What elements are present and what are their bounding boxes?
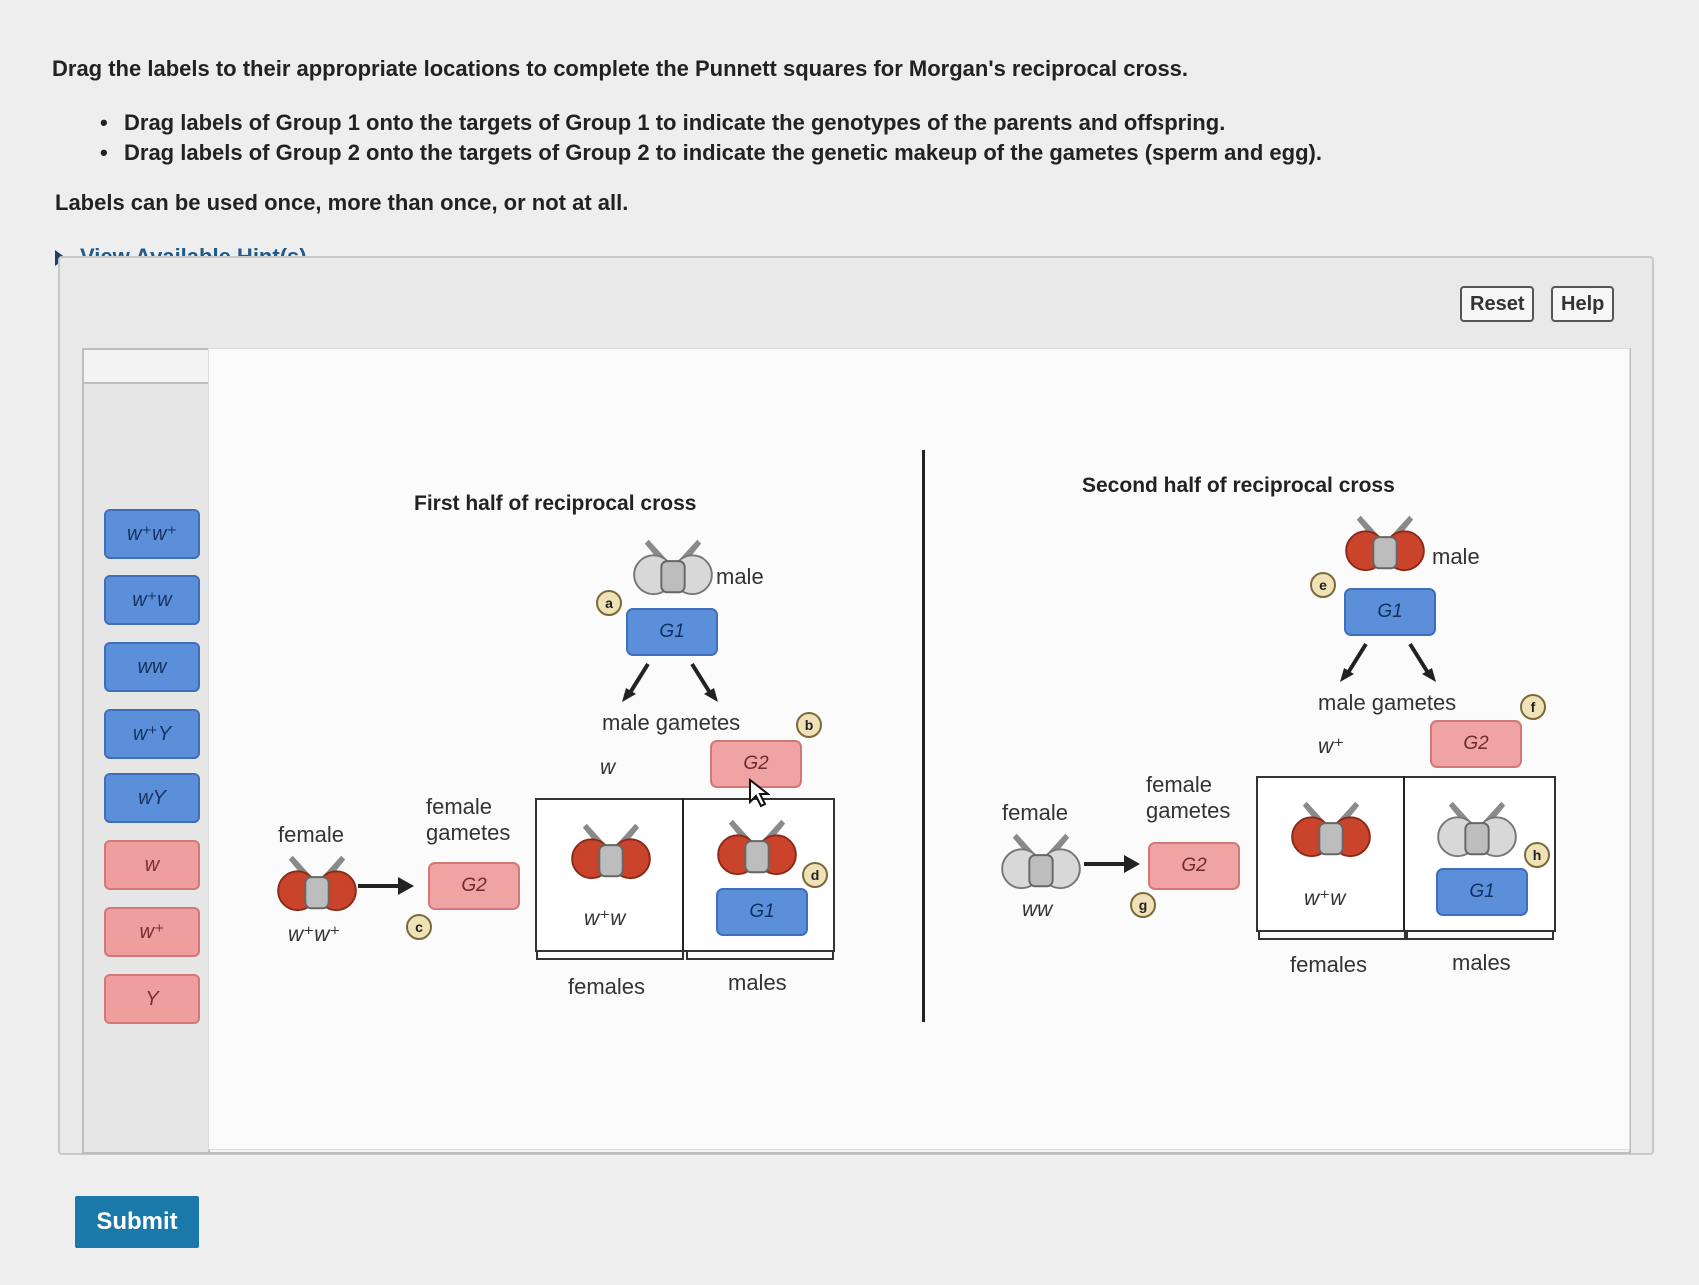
first-cross-title: First half of reciprocal cross <box>414 492 697 515</box>
offspring-fly-red-eyes-icon <box>712 812 802 880</box>
offspring-fly-white-eyes-icon <box>1432 794 1522 862</box>
first-grid-divider <box>682 798 684 950</box>
second-male-label: male <box>1432 544 1480 569</box>
second-female-gametes-line2: gametes <box>1146 798 1231 823</box>
instruction-bullet-2: • Drag labels of Group 2 onto the targets of Group 2 to indicate the genetic makeup of the gametes (sperm and egg). <box>100 138 1322 168</box>
badge-b: b <box>796 712 822 738</box>
second-male-gamete-w+: w⁺ <box>1318 735 1345 758</box>
label-Y[interactable]: Y <box>104 974 200 1024</box>
help-button[interactable]: Help <box>1551 286 1614 322</box>
males-bracket <box>1406 930 1554 940</box>
first-female-genotype: w⁺w⁺ <box>288 923 341 946</box>
males-bracket <box>686 950 834 960</box>
second-male-gametes-label: male gametes <box>1318 690 1457 715</box>
arrow-right-icon <box>356 874 418 898</box>
first-female-label: female <box>278 822 345 847</box>
target-h-male-offspring[interactable]: G1 <box>1436 868 1528 916</box>
females-bracket <box>536 950 684 960</box>
second-female-genotype: ww <box>1022 898 1053 921</box>
target-c-female-gamete[interactable]: G2 <box>428 862 520 910</box>
label-w+Y[interactable]: w⁺Y <box>104 709 200 759</box>
badge-a: a <box>596 590 622 616</box>
label-w+w+[interactable]: w⁺w⁺ <box>104 509 200 559</box>
instruction-bullet-1: • Drag labels of Group 1 onto the targets of Group 1 to indicate the genotypes of the parents and offspring. <box>100 108 1322 138</box>
second-female-offspring-genotype: w⁺w <box>1304 887 1346 910</box>
badge-h: h <box>1524 842 1550 868</box>
labels-usage-note: Labels can be used once, more than once, or not at all. <box>55 190 629 215</box>
label-w[interactable]: w <box>104 840 200 890</box>
target-g-female-gamete[interactable]: G2 <box>1148 842 1240 890</box>
submit-button[interactable]: Submit <box>75 1196 199 1248</box>
label-wY[interactable]: wY <box>104 773 200 823</box>
offspring-fly-red-eyes-icon <box>566 816 656 884</box>
female-fly-white-eyes-icon <box>996 826 1086 894</box>
first-male-label: male <box>716 564 764 589</box>
cross-divider <box>922 450 925 1022</box>
label-w+w[interactable]: w⁺w <box>104 575 200 625</box>
male-fly-red-eyes-icon <box>1340 508 1430 576</box>
badge-e: e <box>1310 572 1336 598</box>
second-female-label: female <box>1002 800 1069 825</box>
badge-c: c <box>406 914 432 940</box>
target-d-male-offspring[interactable]: G1 <box>716 888 808 936</box>
female-fly-red-eyes-icon <box>272 848 362 916</box>
arrow-right-icon <box>1082 852 1144 876</box>
first-males-label: males <box>728 970 787 995</box>
reset-button[interactable]: Reset <box>1460 286 1534 322</box>
second-females-label: females <box>1290 952 1368 977</box>
target-b-male-gamete[interactable]: G2 <box>710 740 802 788</box>
instructions-bullets <box>100 108 1322 168</box>
target-f-male-gamete[interactable]: G2 <box>1430 720 1522 768</box>
gamete-arrows-icon <box>618 658 728 706</box>
target-e-male-genotype[interactable]: G1 <box>1344 588 1436 636</box>
first-male-gamete-w: w <box>600 756 616 779</box>
offspring-fly-red-eyes-icon <box>1286 794 1376 862</box>
mouse-cursor-icon <box>748 778 770 808</box>
second-cross-title: Second half of reciprocal cross <box>1082 474 1395 497</box>
first-females-label: females <box>568 974 646 999</box>
second-males-label: males <box>1452 950 1511 975</box>
instructions-title: Drag the labels to their appropriate locations to complete the Punnett squares for Morgan's reciprocal cross. <box>52 56 1189 81</box>
first-female-offspring-genotype: w⁺w <box>584 907 626 930</box>
label-bank <box>82 382 210 1154</box>
label-w+[interactable]: w⁺ <box>104 907 200 957</box>
gamete-arrows-icon <box>1336 638 1446 686</box>
badge-d: d <box>802 862 828 888</box>
male-fly-white-eyes-icon <box>628 532 718 600</box>
badge-g: g <box>1130 892 1156 918</box>
first-female-gametes-line2: gametes <box>426 820 511 845</box>
badge-f: f <box>1520 694 1546 720</box>
first-female-gametes-line1: female <box>426 794 493 819</box>
females-bracket <box>1258 930 1406 940</box>
label-ww[interactable]: ww <box>104 642 200 692</box>
diagram-area <box>208 348 1630 1150</box>
second-grid-divider <box>1403 776 1405 930</box>
target-a-male-genotype[interactable]: G1 <box>626 608 718 656</box>
second-female-gametes-line1: female <box>1146 772 1213 797</box>
first-male-gametes-label: male gametes <box>602 710 741 735</box>
